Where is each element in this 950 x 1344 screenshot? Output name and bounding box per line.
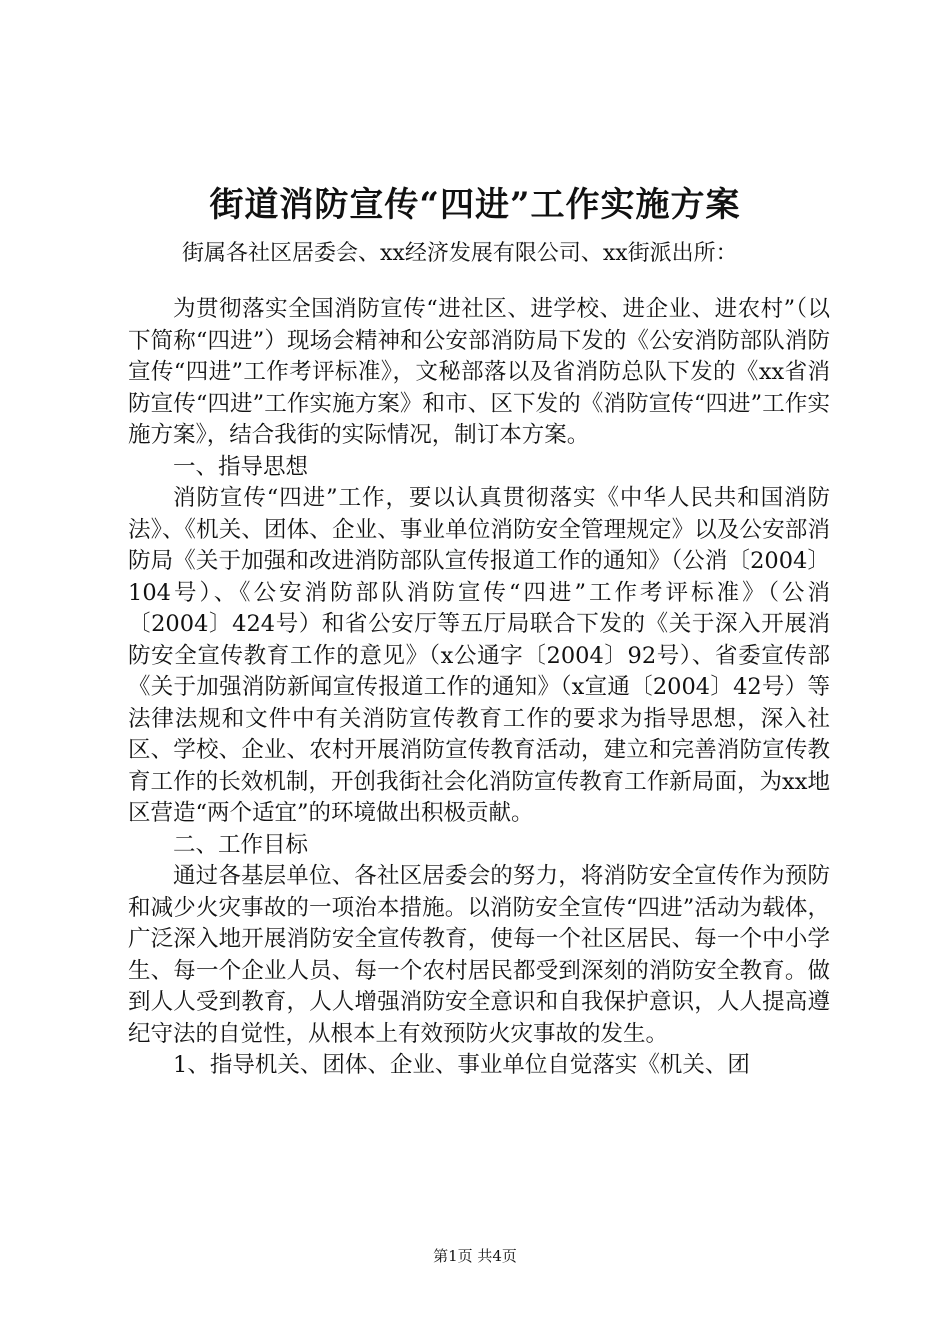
- work-goals-paragraph: 通过各基层单位、各社区居委会的努力，将消防安全宣传作为预防和减少火灾事故的一项治本措施。以消防安全宣传“四进”活动为载体，广泛深入地开展消防安全宣传教育，使每一个社区居民、每一个中小学生、每一个企业人员、每一个农村居民都受到深刻的消防安全教育。做到人人受到教育，人人增强消防安全意识和自我保护意识，人人提高遵纪守法的自觉性，从根本上有效预防火灾事故的发生。: [128, 863, 830, 1047]
- section-heading-guiding-thought: 一、指导思想: [173, 453, 309, 480]
- guiding-thought-paragraph: 消防宣传“四进”工作，要以认真贯彻落实《中华人民共和国消防法》、《机关、团体、企业、事业单位消防安全管理规定》以及公安部消防局《关于加强和改进消防部队宣传报道工作的通知》（公消〔2004〕104号）、《公安消防部队消防宣传“四进”工作考评标准》（公消〔2004〕424号）和省公安厅等五厅局联合下发的《关于深入开展消防安全宣传教育工作的意见》（x公通字〔2004〕92号）、省委宣传部《关于加强消防新闻宣传报道工作的通知》（x宣通〔2004〕42号）等法律法规和文件中有关消防宣传教育工作的要求为指导思想，深入社区、学校、企业、农村开展消防宣传教育活动，建立和完善消防宣传教育工作的长效机制，开创我街社会化消防宣传教育工作新局面，为xx地区营造“两个适宜”的环境做出积极贡献。: [128, 485, 830, 826]
- page-footer: 第1页 共4页: [433, 1247, 517, 1265]
- intro-paragraph: 为贯彻落实全国消防宣传“进社区、进学校、进企业、进农村”（以下简称“四进”）现场会精神和公安部消防局下发的《公安消防部队消防宣传“四进”工作考评标准》，文秘部落以及省消防总队下发的《xx省消防宣传“四进”工作实施方案》和市、区下发的《消防宣传“四进”工作实施方案》，结合我街的实际情况，制订本方案。: [128, 296, 830, 448]
- section-heading-work-goals: 二、工作目标: [173, 831, 309, 858]
- list-item-1: 1、指导机关、团体、企业、事业单位自觉落实《机关、团: [173, 1052, 750, 1078]
- document-title: 街道消防宣传“四进”工作实施方案: [209, 185, 741, 225]
- document-body: [128, 294, 830, 1082]
- salutation: 街属各社区居委会、xx经济发展有限公司、xx街派出所：: [182, 241, 738, 266]
